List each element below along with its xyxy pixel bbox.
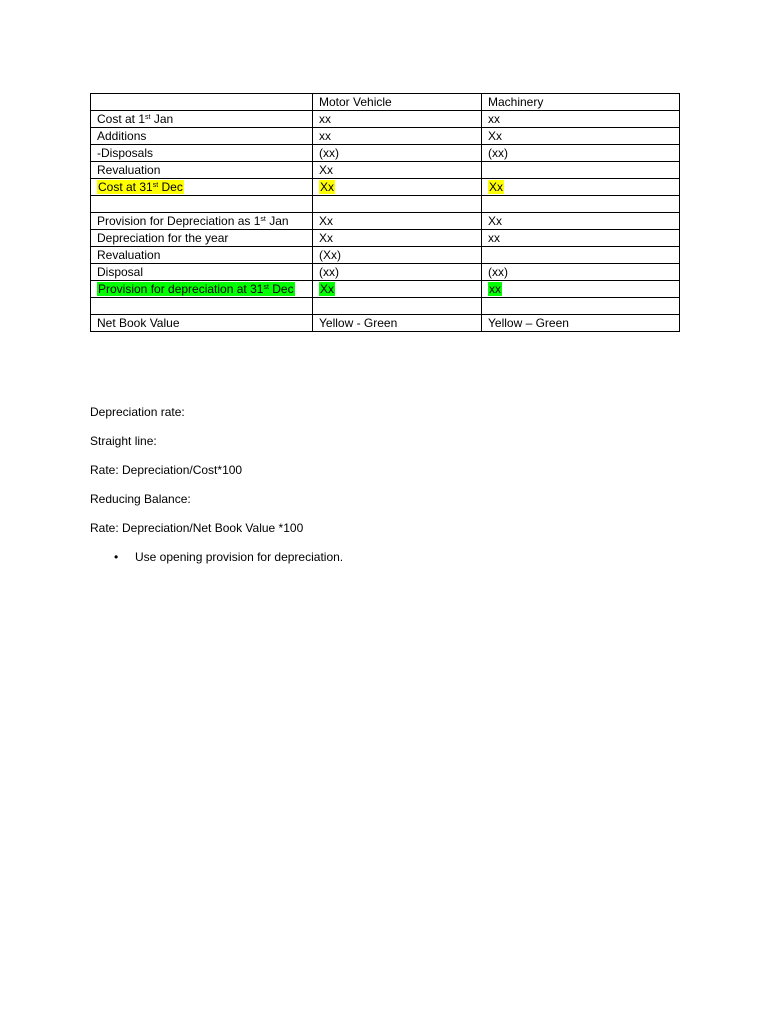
row-label-cell (91, 213, 313, 230)
motor-vehicle-value-cell (313, 111, 482, 128)
motor-vehicle-value-cell (313, 213, 482, 230)
motor-vehicle-value: Xx (319, 163, 334, 177)
machinery-value: (xx) (488, 146, 508, 160)
motor-vehicle-value: Xx (320, 180, 335, 194)
motor-vehicle-value-cell (313, 128, 482, 145)
row-label (97, 180, 184, 194)
machinery-value: xx (488, 231, 500, 245)
table-row (91, 315, 680, 332)
table-row (91, 213, 680, 230)
row-label-text: Depreciation for the year (97, 231, 229, 245)
row-label-superscript: st (263, 284, 269, 291)
machinery-value: xx (489, 282, 501, 296)
machinery-value-cell (482, 315, 680, 332)
header-cell-machinery: Machinery (482, 94, 680, 111)
row-label-cell (91, 128, 313, 145)
machinery-value-cell (482, 230, 680, 247)
depreciation-rate-heading: Depreciation rate: (90, 405, 185, 419)
bullet-text: Use opening provision for depreciation. (135, 550, 344, 564)
motor-vehicle-value-cell (313, 230, 482, 247)
machinery-value-cell (482, 281, 680, 298)
motor-vehicle-value-cell (313, 315, 482, 332)
motor-vehicle-value-cell (313, 281, 482, 298)
machinery-value-cell (482, 111, 680, 128)
row-label-cell (91, 111, 313, 128)
row-label-text: Cost at 31 (98, 180, 153, 194)
machinery-value: (xx) (488, 265, 508, 279)
straight-line-heading: Straight line: (90, 434, 157, 448)
row-label-cell (91, 315, 313, 332)
bullet-icon: • (114, 550, 119, 564)
machinery-value: Xx (489, 180, 504, 194)
motor-vehicle-value-cell (313, 264, 482, 281)
row-label (97, 112, 173, 126)
machinery-value-cell (482, 213, 680, 230)
row-label-tail: Dec (268, 282, 294, 296)
straight-line-rate-formula: Rate: Depreciation/Cost*100 (90, 463, 243, 477)
row-label-cell (91, 179, 313, 196)
machinery-value-cell (482, 145, 680, 162)
reducing-balance-rate-formula: Rate: Depreciation/Net Book Value *100 (90, 521, 304, 535)
row-label (97, 129, 146, 143)
table-row (91, 196, 680, 213)
machinery-value: Xx (488, 214, 503, 228)
row-label-tail: Jan (150, 112, 174, 126)
motor-vehicle-value: xx (319, 129, 331, 143)
row-label-text: -Disposals (97, 146, 154, 160)
row-label-text: Disposal (97, 265, 144, 279)
header-cell-motor-vehicle: Motor Vehicle (313, 94, 482, 111)
machinery-value: Xx (488, 129, 503, 143)
motor-vehicle-value: Yellow - Green (319, 316, 398, 330)
motor-vehicle-value-cell (313, 298, 482, 315)
table-row (91, 111, 680, 128)
row-label (97, 231, 228, 245)
row-label-cell (91, 145, 313, 162)
row-label (97, 146, 153, 160)
table-row (91, 298, 680, 315)
reducing-balance-heading: Reducing Balance: (90, 492, 191, 506)
row-label-cell (91, 230, 313, 247)
header-cell-blank (91, 94, 313, 111)
table-row (91, 128, 680, 145)
motor-vehicle-value-cell (313, 179, 482, 196)
row-label-cell (91, 162, 313, 179)
machinery-value: xx (488, 112, 500, 126)
row-label-superscript: st (145, 114, 151, 121)
table-row (91, 230, 680, 247)
row-label-text: Net Book Value (97, 316, 180, 330)
motor-vehicle-value-cell (313, 196, 482, 213)
motor-vehicle-value: (Xx) (319, 248, 341, 262)
row-label (97, 248, 160, 262)
row-label-text: Revaluation (97, 163, 161, 177)
row-label (97, 316, 180, 330)
notes-section (90, 404, 344, 564)
row-label (97, 214, 289, 228)
table-row (91, 247, 680, 264)
machinery-value-cell (482, 179, 680, 196)
row-label-text: Cost at 1 (97, 112, 146, 126)
row-label (97, 265, 143, 279)
row-label (97, 163, 160, 177)
machinery-value-cell (482, 247, 680, 264)
row-label-tail: Dec (158, 180, 183, 194)
row-label-text: Provision for Depreciation as 1 (97, 214, 261, 228)
fixed-asset-schedule-table (90, 93, 680, 332)
machinery-value-cell (482, 162, 680, 179)
motor-vehicle-value: xx (319, 112, 331, 126)
motor-vehicle-value-cell (313, 162, 482, 179)
motor-vehicle-value: (xx) (319, 146, 339, 160)
row-label-cell (91, 298, 313, 315)
table-row (91, 145, 680, 162)
machinery-value-cell (482, 128, 680, 145)
motor-vehicle-value-cell (313, 247, 482, 264)
motor-vehicle-value-cell (313, 145, 482, 162)
table-row (91, 264, 680, 281)
table-row (91, 179, 680, 196)
row-label-text: Additions (97, 129, 147, 143)
machinery-value-cell (482, 264, 680, 281)
row-label-text: Revaluation (97, 248, 161, 262)
motor-vehicle-value: Xx (319, 231, 334, 245)
row-label-cell (91, 264, 313, 281)
row-label-cell (91, 196, 313, 213)
machinery-value: Yellow – Green (488, 316, 569, 330)
row-label-text: Provision for depreciation at 31 (98, 282, 264, 296)
row-label-superscript: st (152, 182, 159, 189)
motor-vehicle-value: Xx (320, 282, 335, 296)
row-label-tail: Jan (265, 214, 289, 228)
row-label-cell (91, 281, 313, 298)
motor-vehicle-value: Xx (319, 214, 334, 228)
row-label-superscript: st (260, 216, 266, 223)
row-label (97, 282, 295, 296)
table-row (91, 281, 680, 298)
row-label-cell (91, 247, 313, 264)
motor-vehicle-value: (xx) (319, 265, 339, 279)
table-row (91, 162, 680, 179)
table-header-row (91, 94, 680, 111)
machinery-value-cell (482, 298, 680, 315)
machinery-value-cell (482, 196, 680, 213)
